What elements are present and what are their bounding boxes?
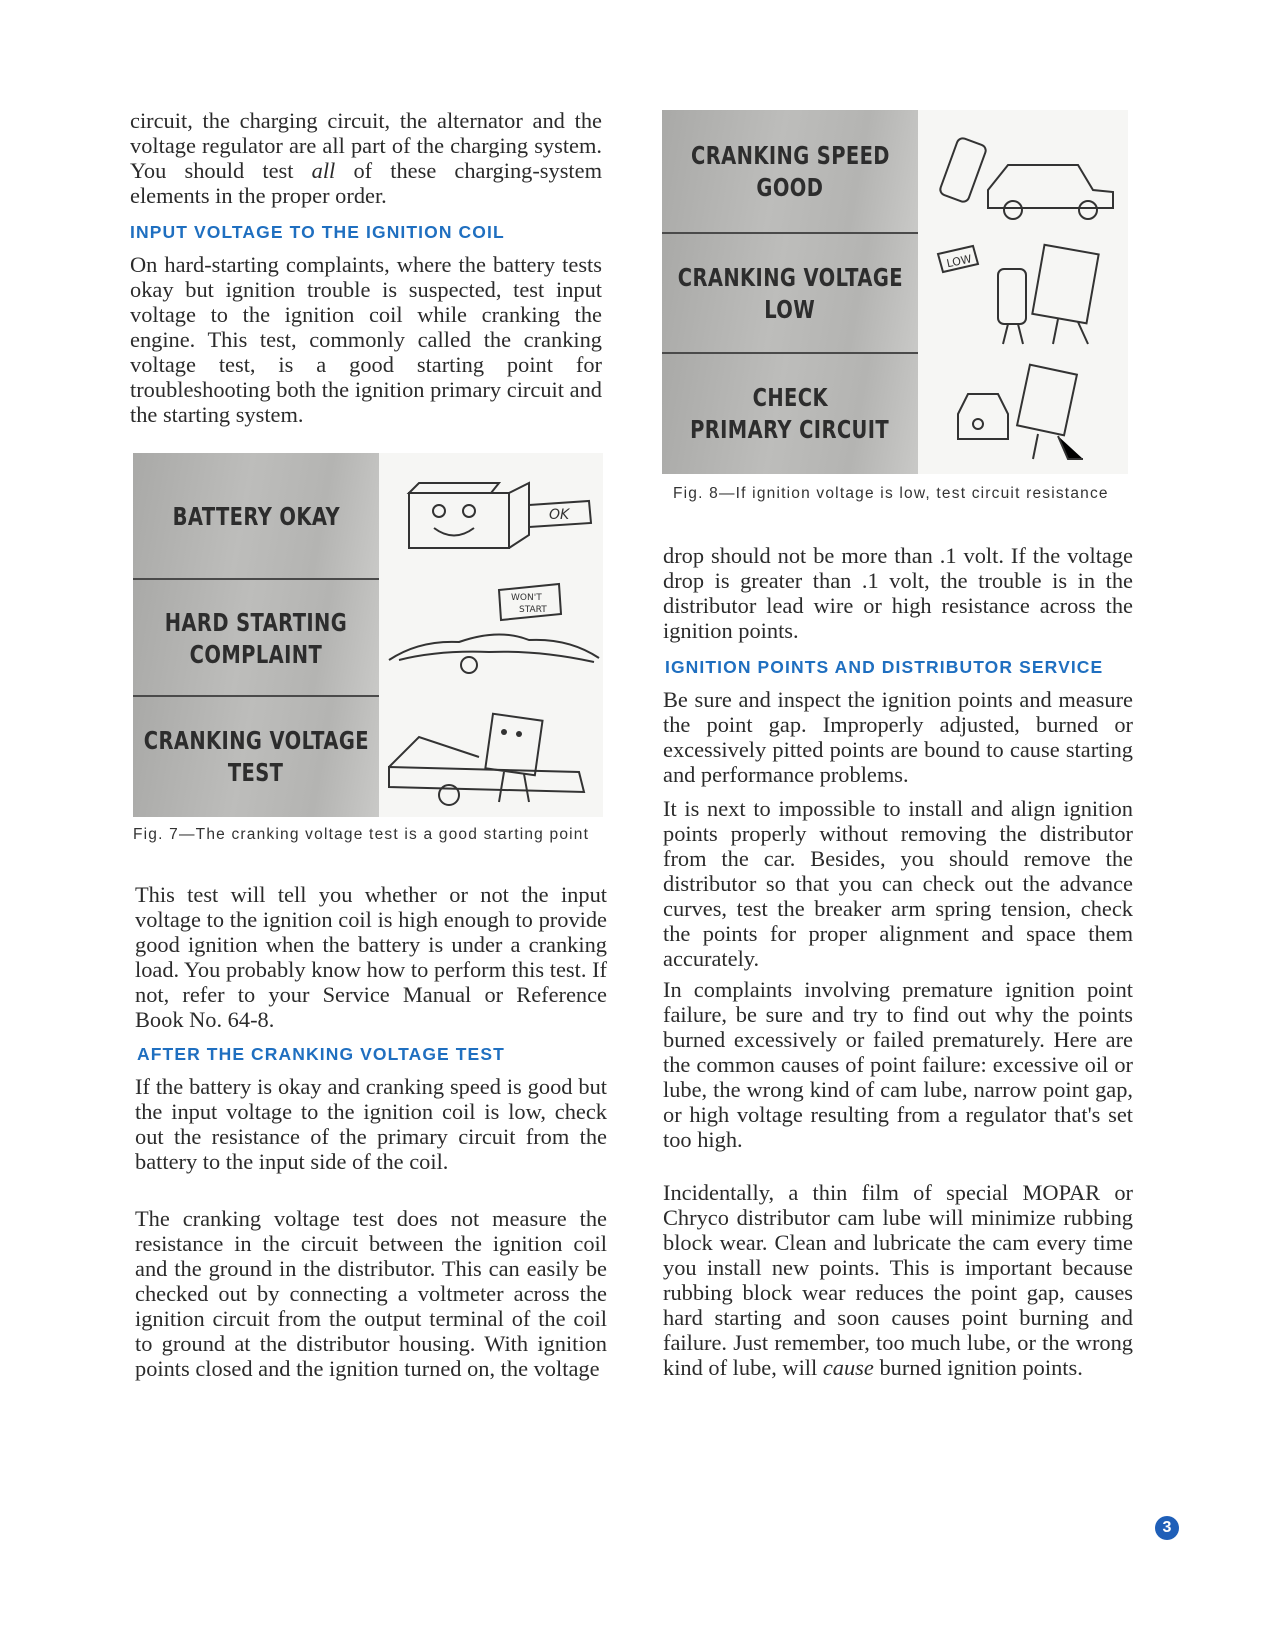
- paragraph-remove-distributor: It is next to impossible to install and align ignition points properly without removing the distributor from the car. Besides, you should remove the distributor so that you can check out the advance curves, test the breaker arm spring tension, check the points for proper alignment and space them accurately.: [663, 796, 1133, 971]
- meter-checking-icon: [918, 354, 1128, 474]
- battery-illustration: [379, 453, 603, 580]
- fig8-label-check-primary: CHECK PRIMARY CIRCUIT: [662, 354, 918, 474]
- start-sign-text: START: [519, 605, 547, 615]
- page-number-badge: 3: [1155, 1516, 1179, 1540]
- heading-ignition-points: IGNITION POINTS AND DISTRIBUTOR SERVICE: [665, 657, 1104, 677]
- snowed-car-illustration: [379, 580, 603, 697]
- coil-and-meter-illustration: [918, 234, 1128, 354]
- meter-on-car-illustration: [918, 354, 1128, 474]
- figure-8-caption: Fig. 8—If ignition voltage is low, test circuit resistance: [673, 485, 1109, 502]
- fig8-row-cranking-voltage: [662, 234, 1128, 354]
- fig8-label-cranking-voltage: CRANKING VOLTAGE LOW: [662, 234, 918, 354]
- happy-car-icon: [918, 110, 1128, 234]
- fig8-label-cranking-speed: CRANKING SPEED GOOD: [662, 110, 918, 234]
- fig7-label-cranking-test: CRANKING VOLTAGE TEST: [133, 697, 379, 817]
- paragraph-resistance-measure: The cranking voltage test does not measure the resistance in the circuit between the ignition coil and the ground in the distributor. This can easily be checked out by connecting a voltmeter across the ignition circuit from the output terminal of the coil to ground at the distributor housing. With ignition points closed and the ignition turned on, the voltage: [135, 1206, 607, 1381]
- snowed-car-icon: [379, 580, 603, 697]
- fig7-row-battery-okay: [133, 453, 603, 580]
- fig7-row-cranking-test: [133, 697, 603, 817]
- heading-input-voltage: INPUT VOLTAGE TO THE IGNITION COIL: [130, 222, 505, 242]
- paragraph-inspect-points: Be sure and inspect the ignition points and measure the point gap. Improperly adjusted, burned or excessively pitted points are bound to cause starting and performance problems.: [663, 687, 1133, 787]
- figure-8: [662, 110, 1128, 474]
- emphasis-all: all: [311, 158, 336, 183]
- paragraph-battery-okay-low-voltage: If the battery is okay and cranking speed is good but the input voltage to the ignition coil is low, check out the resistance of the primary circuit from the battery to the input side of the coil.: [135, 1074, 607, 1174]
- paragraph-charging-system: circuit, the charging circuit, the alternator and the voltage regulator are all part of the charging system. You should test all of these charging-system elements in the proper order.: [130, 108, 602, 208]
- fig8-row-cranking-speed: [662, 110, 1128, 234]
- paragraph-test-explanation: This test will tell you whether or not the input voltage to the ignition coil is high enough to provide good ignition when the battery is under a cranking load. You probably know how to perform this test. If not, refer to your Service Manual or Reference Book No. 64-8.: [135, 882, 607, 1032]
- fig7-label-battery-okay: BATTERY OKAY: [133, 453, 379, 580]
- car-hood-illustration: [379, 697, 603, 817]
- figure-7-caption: Fig. 7—The cranking voltage test is a good starting point: [133, 826, 590, 843]
- paragraph-voltage-drop: drop should not be more than .1 volt. If the voltage drop is greater than .1 volt, the trouble is in the distributor lead wire or high resistance across the ignition points.: [663, 543, 1133, 643]
- fig7-row-hard-starting: [133, 580, 603, 697]
- fig7-label-hard-starting: HARD STARTING COMPLAINT: [133, 580, 379, 697]
- car-and-meter-illustration: [918, 110, 1128, 234]
- ok-sign-text: OK: [549, 507, 570, 523]
- paragraph-cam-lube: Incidentally, a thin film of special MOPAR or Chryco distributor cam lube will minimize rubbing block wear. Clean and lubricate the cam every time you install new points. This is important because rubbing block wear reduces the point gap, causes hard starting and soon causes point burning and failure. Just remember, too much lube, or the wrong kind of lube, will cause burned ignition points.: [663, 1180, 1133, 1380]
- coil-meter-icon: [918, 234, 1128, 354]
- paragraph-hard-starting: On hard-starting complaints, where the battery tests okay but ignition trouble is suspected, test input voltage to the ignition coil while cranking the engine. This test, commonly called the cranking voltage test, is a good starting point for troubleshooting both the ignition primary circuit and the starting system.: [130, 252, 602, 427]
- figure-7: [133, 453, 603, 817]
- paragraph-premature-failure: In complaints involving premature ignition point failure, be sure and try to find out why the points burned excessively or failed prematurely. Here are the common causes of point failure: excessive oil or lube, the wrong kind of cam lube, narrow point gap, or high voltage resulting from a regulator that's set too high.: [663, 977, 1133, 1152]
- wont-sign-text: WON'T: [511, 593, 542, 603]
- fig8-row-check-primary: [662, 354, 1128, 474]
- emphasis-cause: cause: [822, 1355, 874, 1380]
- low-sign-text: LOW: [945, 252, 973, 271]
- car-with-meter-icon: [379, 697, 603, 817]
- smiling-battery-icon: [379, 453, 603, 580]
- heading-after-cranking: AFTER THE CRANKING VOLTAGE TEST: [137, 1044, 505, 1064]
